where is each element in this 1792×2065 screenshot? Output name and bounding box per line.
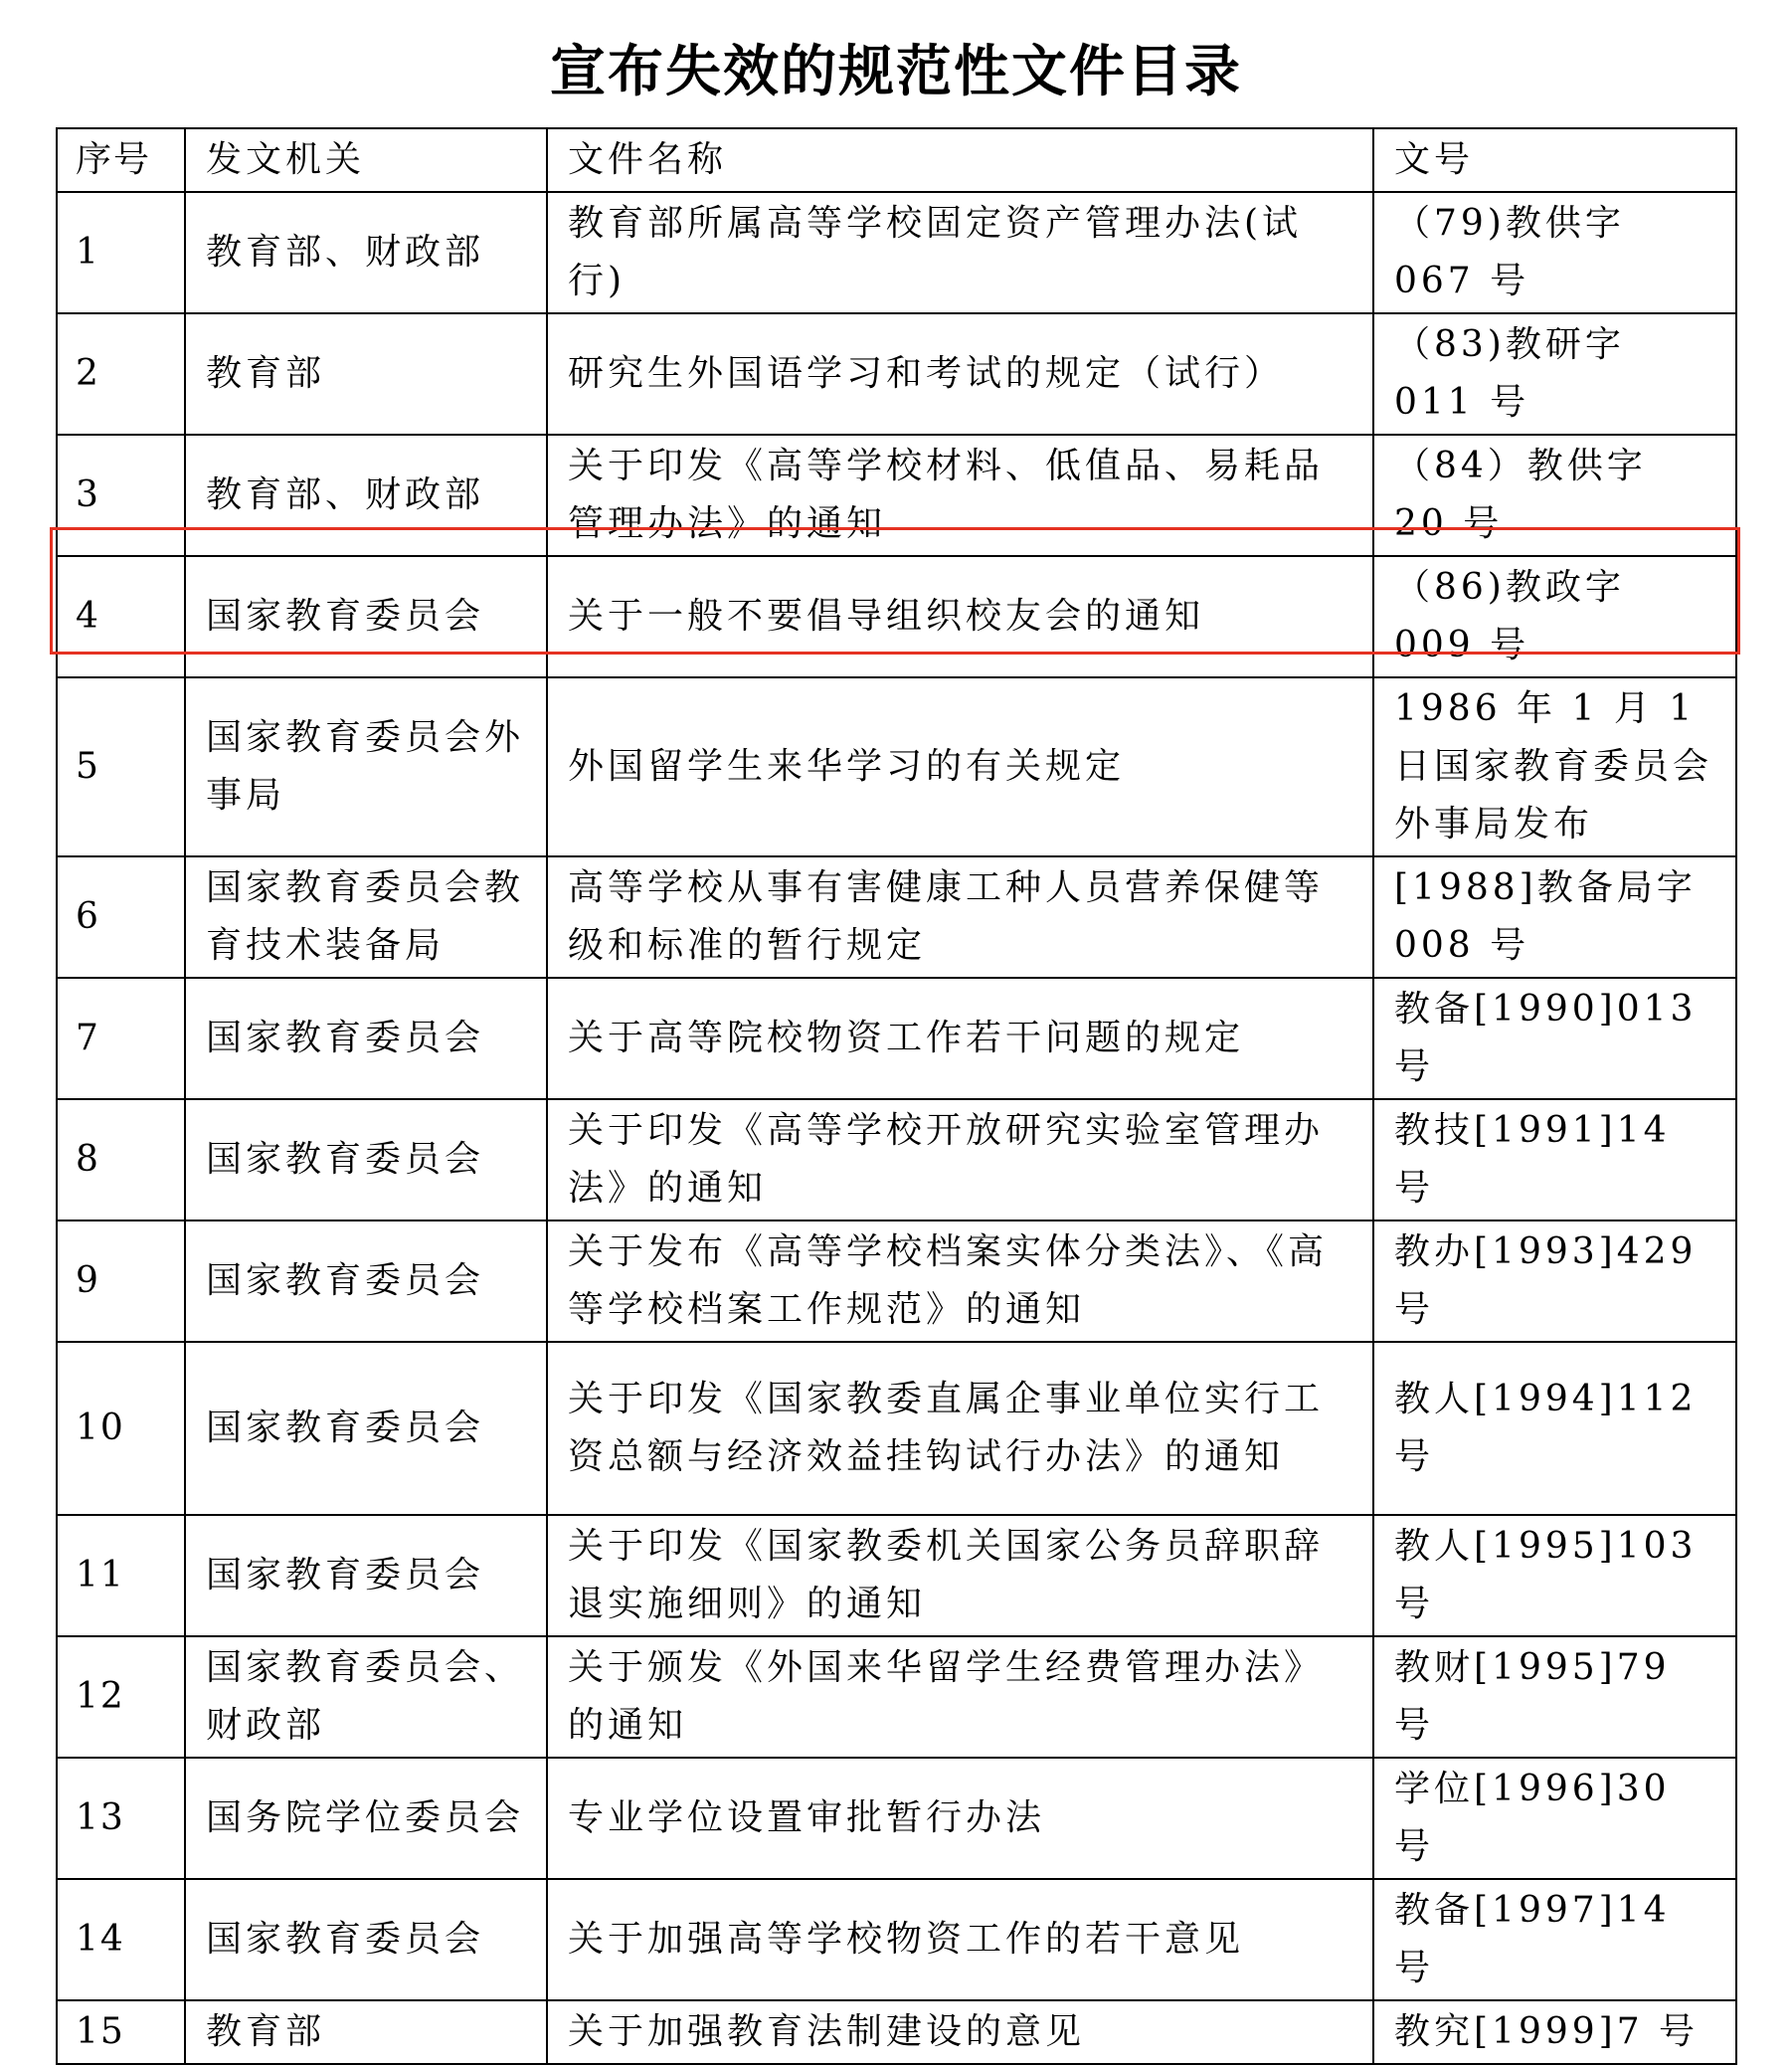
cell-issuer: 教育部、财政部 (185, 192, 547, 313)
cell-doc-name: 专业学位设置审批暂行办法 (547, 1758, 1373, 1879)
cell-doc-number: 教办[1993]429 号 (1373, 1220, 1736, 1342)
table-row (57, 1879, 1736, 2000)
cell-doc-name: 关于加强教育法制建设的意见 (547, 2000, 1373, 2064)
cell-seq: 13 (57, 1758, 185, 1879)
cell-issuer: 国家教育委员会 (185, 1879, 547, 2000)
table-row (57, 978, 1736, 1099)
cell-doc-number: 教人[1995]103 号 (1373, 1515, 1736, 1636)
header-seq: 序号 (57, 128, 185, 192)
cell-issuer: 国家教育委员会 (185, 978, 547, 1099)
cell-seq: 2 (57, 313, 185, 435)
cell-doc-name: 关于印发《高等学校开放研究实验室管理办法》的通知 (547, 1099, 1373, 1220)
cell-issuer: 国家教育委员会 (185, 1220, 547, 1342)
cell-seq: 12 (57, 1636, 185, 1758)
table-row (57, 1515, 1736, 1636)
cell-doc-number: （86)教政字 009 号 (1373, 556, 1736, 677)
cell-issuer: 国家教育委员会 (185, 1515, 547, 1636)
cell-doc-number: 教备[1997]14 号 (1373, 1879, 1736, 2000)
cell-doc-name: 关于颁发《外国来华留学生经费管理办法》的通知 (547, 1636, 1373, 1758)
cell-seq: 1 (57, 192, 185, 313)
cell-issuer: 教育部 (185, 313, 547, 435)
cell-doc-number: （84）教供字 20 号 (1373, 435, 1736, 556)
cell-doc-number: 教人[1994]112 号 (1373, 1342, 1736, 1515)
table-row (57, 677, 1736, 856)
cell-doc-number: （83)教研字 011 号 (1373, 313, 1736, 435)
cell-doc-number: 1986 年 1 月 1 日国家教育委员会外事局发布 (1373, 677, 1736, 856)
cell-seq: 11 (57, 1515, 185, 1636)
cell-issuer: 教育部 (185, 2000, 547, 2064)
cell-seq: 6 (57, 856, 185, 978)
table-row (57, 856, 1736, 978)
cell-seq: 4 (57, 556, 185, 677)
cell-issuer: 国家教育委员会 (185, 1099, 547, 1220)
cell-seq: 3 (57, 435, 185, 556)
cell-doc-name: 关于印发《国家教委机关国家公务员辞职辞退实施细则》的通知 (547, 1515, 1373, 1636)
cell-doc-name: 关于印发《高等学校材料、低值品、易耗品管理办法》的通知 (547, 435, 1373, 556)
cell-issuer: 国家教育委员会 (185, 1342, 547, 1515)
cell-seq: 7 (57, 978, 185, 1099)
table-row (57, 192, 1736, 313)
cell-doc-name: 关于高等院校物资工作若干问题的规定 (547, 978, 1373, 1099)
cell-doc-number: 学位[1996]30 号 (1373, 1758, 1736, 1879)
table-row (57, 1220, 1736, 1342)
table-row (57, 435, 1736, 556)
cell-issuer: 国家教育委员会、财政部 (185, 1636, 547, 1758)
document-title: 宣布失效的规范性文件目录 (550, 40, 1242, 104)
table-row-highlighted (57, 556, 1736, 677)
cell-doc-name: 关于印发《国家教委直属企事业单位实行工资总额与经济效益挂钩试行办法》的通知 (547, 1342, 1373, 1515)
cell-doc-name: 关于一般不要倡导组织校友会的通知 (547, 556, 1373, 677)
cell-doc-number: 教技[1991]14 号 (1373, 1099, 1736, 1220)
table-row (57, 2000, 1736, 2064)
table-row (57, 313, 1736, 435)
cell-doc-name: 教育部所属高等学校固定资产管理办法(试行) (547, 192, 1373, 313)
cell-seq: 5 (57, 677, 185, 856)
cell-doc-number: 教财[1995]79 号 (1373, 1636, 1736, 1758)
header-issuer: 发文机关 (185, 128, 547, 192)
table-row (57, 1342, 1736, 1515)
cell-doc-number: [1988]教备局字 008 号 (1373, 856, 1736, 978)
cell-seq: 15 (57, 2000, 185, 2064)
cell-seq: 8 (57, 1099, 185, 1220)
cell-doc-name: 外国留学生来华学习的有关规定 (547, 677, 1373, 856)
cell-issuer: 教育部、财政部 (185, 435, 547, 556)
table-header-row (57, 128, 1736, 192)
cell-issuer: 国家教育委员会外事局 (185, 677, 547, 856)
cell-doc-name: 关于发布《高等学校档案实体分类法》、《高等学校档案工作规范》的通知 (547, 1220, 1373, 1342)
cell-doc-name: 研究生外国语学习和考试的规定（试行） (547, 313, 1373, 435)
cell-seq: 9 (57, 1220, 185, 1342)
cell-seq: 14 (57, 1879, 185, 2000)
cell-doc-name: 关于加强高等学校物资工作的若干意见 (547, 1879, 1373, 2000)
header-doc-number: 文号 (1373, 128, 1736, 192)
cell-seq: 10 (57, 1342, 185, 1515)
cell-doc-name: 高等学校从事有害健康工种人员营养保健等级和标准的暂行规定 (547, 856, 1373, 978)
cell-issuer: 国务院学位委员会 (185, 1758, 547, 1879)
table-row (57, 1099, 1736, 1220)
cell-doc-number: 教备[1990]013 号 (1373, 978, 1736, 1099)
header-doc-name: 文件名称 (547, 128, 1373, 192)
document-table (56, 127, 1737, 2065)
cell-doc-number: （79)教供字 067 号 (1373, 192, 1736, 313)
cell-doc-number: 教究[1999]7 号 (1373, 2000, 1736, 2064)
table-row (57, 1758, 1736, 1879)
table-row (57, 1636, 1736, 1758)
cell-issuer: 国家教育委员会 (185, 556, 547, 677)
cell-issuer: 国家教育委员会教育技术装备局 (185, 856, 547, 978)
